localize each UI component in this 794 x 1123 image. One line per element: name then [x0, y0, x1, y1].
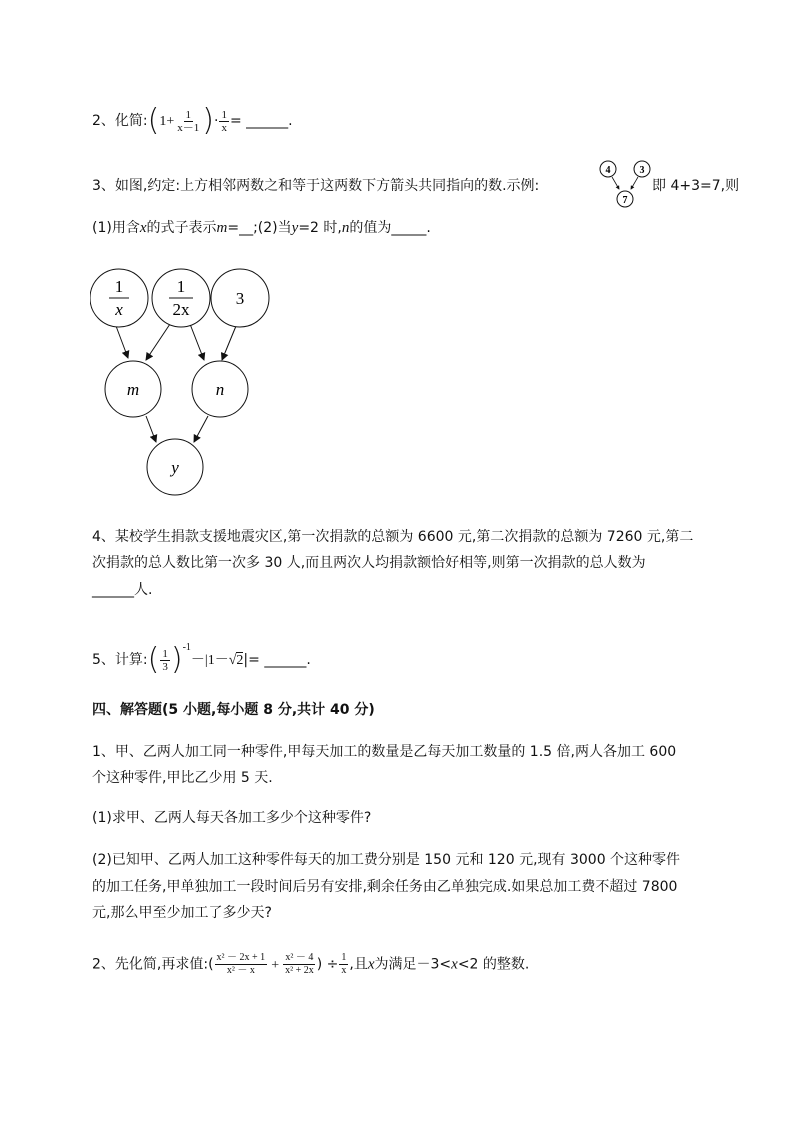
- arrow-2-to-n: [190, 324, 204, 360]
- fraction-1-over-x: $\frac{1}{x}$: [221, 108, 227, 134]
- plus-sign: +: [271, 957, 280, 973]
- circle-diagram: [90, 262, 280, 502]
- circle-three-value: 3: [235, 289, 245, 308]
- circle-one-over-x-den: x: [115, 300, 123, 319]
- question-number: 5、: [92, 652, 115, 668]
- right-paren: ): [202, 103, 214, 138]
- example-diagram: [596, 159, 652, 209]
- exponent: -1: [182, 642, 191, 653]
- variable-x: x: [367, 956, 375, 973]
- absolute-value-expr: －|1－: [190, 653, 229, 668]
- question-4-1-part2-line1: (2)已知甲、乙两人加工这种零件每天的加工费分别是 150 元和 120 元,现有 3000 个这种零件: [92, 852, 681, 868]
- plus-sign: +: [166, 114, 175, 129]
- variable-n: n: [341, 220, 350, 236]
- question-3-3-subparts: (1)用含x的式子表示m=__;(2)当y=2 时,n的值为_____.: [92, 220, 431, 236]
- circle-y-label: y: [171, 458, 179, 477]
- question-label: 计算:: [114, 652, 148, 668]
- question-text: 3、如图,约定:上方相邻两数之和等于这两数下方箭头共同指向的数.示例:: [92, 178, 540, 194]
- variable-x: x: [451, 956, 458, 973]
- question-number: 2、: [92, 113, 115, 129]
- question-4-2: 2、先化简,再求值:( $\frac{\text{x² － 2x + 1}}{\text{x² － x}}$ + $\frac{\text{x² － 4}}{\text{x² + 2x}}$ ) ÷ $\frac{1}{x}$ ,且x为满足－3<x<2 的整数.: [92, 952, 530, 976]
- variable-m: m: [216, 220, 228, 236]
- dot-operator: ·: [213, 113, 219, 129]
- question-4-1-part1: (1)求甲、乙两人每天各加工多少个这种零件?: [92, 810, 372, 826]
- question-3-4-line2: 次捐款的总人数比第一次多 30 人,而且两次人均捐款额恰好相等,则第一次捐款的总人数为: [92, 555, 646, 571]
- question-3-4-line1: 4、某校学生捐款支援地震灾区,第一次捐款的总额为 6600 元,第二次捐款的总额为 7260 元,第二: [92, 529, 694, 545]
- example-arrow-a: [612, 177, 619, 189]
- question-3-4-line3: ______人.: [92, 582, 153, 598]
- example-conclusion: 即 4+3=7,则: [652, 178, 740, 194]
- arrow-n-to-y: [194, 416, 208, 442]
- fraction-1-over-x-minus-1: $\frac{1}{x-1}$: [177, 108, 200, 134]
- left-paren: (: [147, 103, 160, 138]
- arrow-1-to-m: [116, 326, 128, 358]
- circle-n-label: n: [215, 380, 225, 399]
- variable-x: x: [139, 220, 147, 236]
- question-3-3-line1: [92, 176, 539, 196]
- fraction-1: $\frac{\text{x² － 2x + 1}}{\text{x² － x}}$: [216, 952, 266, 976]
- circle-one-over-2x-num: 1: [176, 277, 186, 296]
- fraction-3: $\frac{1}{x}$: [341, 952, 347, 976]
- sqrt-sign: √: [228, 653, 237, 668]
- divide-sign: ) ÷: [316, 956, 339, 973]
- arrow-2-to-m: [146, 324, 170, 360]
- example-value-a: 4: [605, 165, 611, 176]
- question-4-1-part2-line3: 元,那么甲至少加工了多少天?: [92, 905, 272, 921]
- example-arrow-b: [631, 177, 638, 189]
- answer-blank: = ______.: [229, 113, 293, 129]
- arrow-3-to-n: [222, 326, 236, 360]
- example-value-c: 7: [622, 195, 628, 206]
- question-4-1-line2: 个这种零件,甲比乙少用 5 天.: [92, 770, 273, 786]
- question-3-2: [92, 103, 293, 138]
- question-4-1-line1: 1、甲、乙两人加工同一种零件,甲每天加工的数量是乙每天加工数量的 1.5 倍,两人各加工 600: [92, 744, 677, 760]
- question-label: 化简:: [114, 113, 148, 129]
- section-heading: 四、解答题(5 小题,每小题 8 分,共计 40 分): [92, 702, 375, 718]
- question-4-1-part2-line2: 的加工任务,甲单独加工一段时间后另有安排,剩余任务由乙单独完成.如果总加工费不超过 7800: [92, 879, 678, 895]
- circle-m-label: m: [126, 380, 140, 399]
- example-value-b: 3: [639, 165, 645, 176]
- fraction-2: $\frac{\text{x² － 4}}{\text{x² + 2x}}$: [285, 952, 314, 976]
- variable-y: y: [291, 220, 299, 236]
- circle-one-over-2x-den: 2x: [172, 300, 190, 319]
- fraction-1-over-3: $\frac{1}{3}$: [162, 647, 168, 673]
- left-paren: (: [147, 642, 160, 677]
- answer-blank: |= ______.: [243, 652, 311, 668]
- circle-one-over-x-num: 1: [114, 277, 124, 296]
- term-one: 1: [159, 114, 167, 129]
- arrow-m-to-y: [146, 416, 156, 442]
- right-paren: ): [170, 642, 183, 677]
- sqrt-argument: 2: [236, 653, 244, 668]
- question-3-5: [92, 638, 311, 675]
